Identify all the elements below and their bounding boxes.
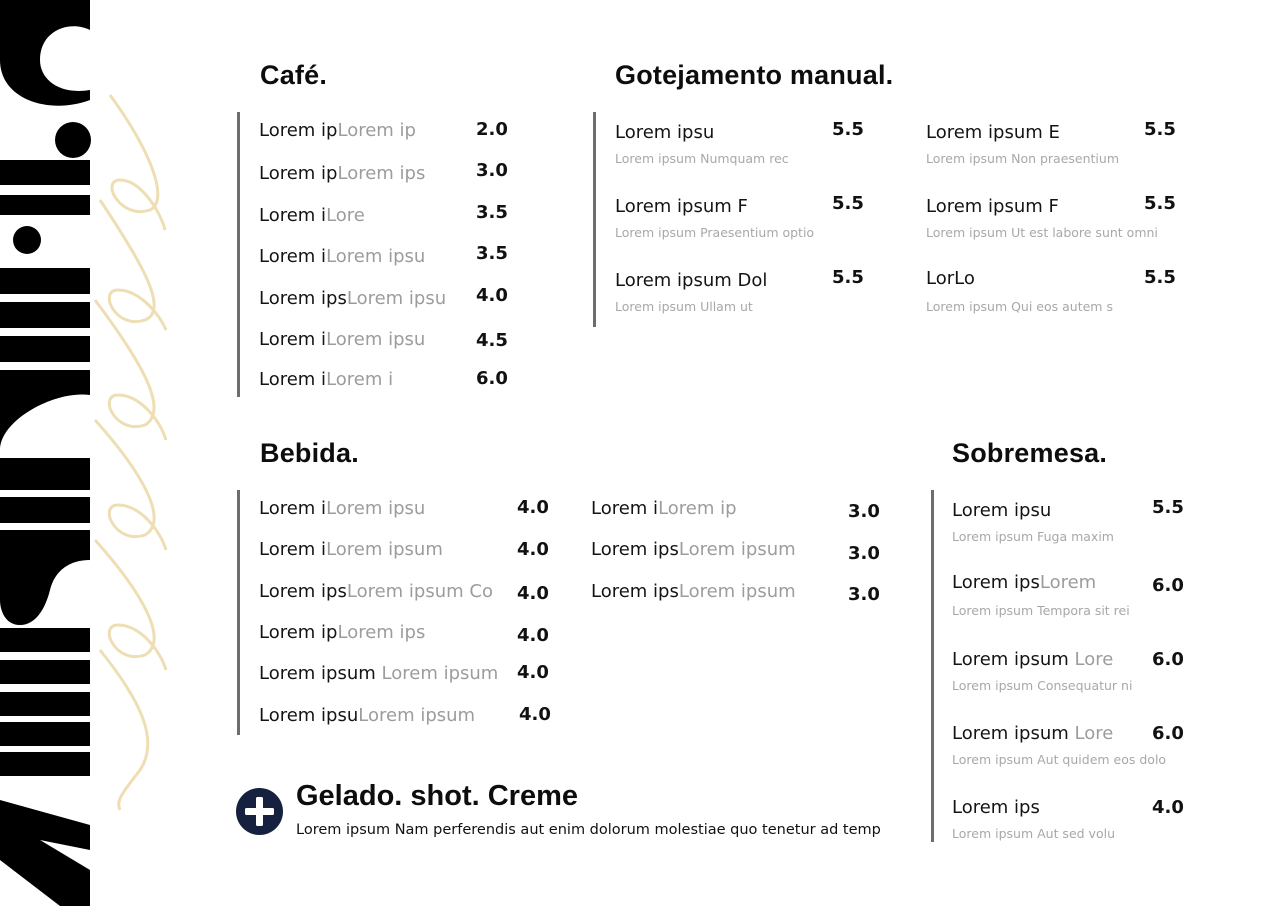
cafe-item: Lorem iLorem ipsu	[259, 246, 426, 267]
section-title-cafe: Café.	[260, 60, 328, 90]
bebida-item-price: 4.0	[517, 583, 549, 604]
bebida-item-price: 3.0	[848, 584, 880, 605]
cafe-item: Lorem ipLorem ip	[259, 120, 416, 141]
gotejamento-item-price: 5.5	[832, 119, 864, 140]
bebida-item-price: 4.0	[517, 539, 549, 560]
bebida-item: Lorem iLorem ipsu	[259, 498, 426, 519]
bebida-item: Lorem ipLorem ips	[259, 622, 426, 643]
section-divider-cafe	[237, 112, 240, 397]
bebida-item-price: 3.0	[848, 501, 880, 522]
gotejamento-item-name: Lorem ipsum F	[615, 196, 748, 217]
gotejamento-item-price: 5.5	[1144, 267, 1176, 288]
gotejamento-item-name: LorLo	[926, 268, 975, 289]
cafe-item-price: 3.5	[476, 202, 508, 223]
gotejamento-item-name: Lorem ipsum E	[926, 122, 1060, 143]
plus-icon	[236, 788, 283, 835]
bebida-item-price: 4.0	[517, 497, 549, 518]
sobremesa-item-name: Lorem ipsLorem	[952, 572, 1097, 593]
section-divider-sobremesa	[931, 490, 934, 842]
cafe-item: Lorem ipsLorem ipsu	[259, 288, 447, 309]
gotejamento-item-price: 5.5	[832, 267, 864, 288]
sobremesa-item-price: 6.0	[1152, 575, 1184, 596]
cafe-item: Lorem iLorem i	[259, 369, 394, 390]
cafe-item-price: 4.5	[476, 330, 508, 351]
cafe-item: Lorem iLorem ipsu	[259, 329, 426, 350]
gotejamento-item-name: Lorem ipsum F	[926, 196, 1059, 217]
sobremesa-item-desc: Lorem ipsum Fuga maxim	[952, 529, 1114, 544]
gotejamento-item-desc: Lorem ipsum Qui eos autem s	[926, 299, 1113, 314]
sobremesa-item-desc: Lorem ipsum Tempora sit rei	[952, 603, 1130, 618]
gotejamento-item-desc: Lorem ipsum Non praesentium	[926, 151, 1120, 166]
cafe-item-price: 2.0	[476, 119, 508, 140]
sobremesa-item-price: 6.0	[1152, 723, 1184, 744]
section-divider-bebida	[237, 490, 240, 735]
section-title-bebida: Bebida.	[260, 438, 359, 468]
gotejamento-item-price: 5.5	[1144, 193, 1176, 214]
bebida-item: Lorem iLorem ipsum	[259, 539, 443, 560]
gold-swirl-decoration	[95, 95, 166, 810]
section-title-gotejamento: Gotejamento manual.	[615, 60, 894, 90]
bebida-item-price: 3.0	[848, 543, 880, 564]
plus-circle-icon	[236, 788, 283, 835]
cafe-item: Lorem ipLorem ips	[259, 163, 426, 184]
sobremesa-item-desc: Lorem ipsum Aut quidem eos dolo	[952, 752, 1167, 767]
gelado-title: Gelado. shot. Creme	[296, 780, 579, 812]
sobremesa-item-price: 4.0	[1152, 797, 1184, 818]
gotejamento-item-price: 5.5	[1144, 119, 1176, 140]
sobremesa-item-name: Lorem ipsum Lore	[952, 649, 1114, 670]
gotejamento-item-desc: Lorem ipsum Ut est labore sunt omni	[926, 225, 1158, 240]
cafe-item-price: 3.0	[476, 160, 508, 181]
sobremesa-item-name: Lorem ipsum Lore	[952, 723, 1114, 744]
bebida-item-price: 4.0	[519, 704, 551, 725]
bebida-item-price: 4.0	[517, 625, 549, 646]
gotejamento-item-name: Lorem ipsum Dol	[615, 270, 768, 291]
bebida-item: Lorem ipsuLorem ipsum	[259, 705, 476, 726]
gotejamento-item-desc: Lorem ipsum Numquam rec	[615, 151, 789, 166]
gotejamento-item-desc: Lorem ipsum Ullam ut	[615, 299, 753, 314]
sobremesa-item-price: 5.5	[1152, 497, 1184, 518]
gotejamento-item-desc: Lorem ipsum Praesentium optio	[615, 225, 815, 240]
cafe-item-price: 4.0	[476, 285, 508, 306]
gelado-description: Lorem ipsum Nam perferendis aut enim dolorum molestiae quo tenetur ad temp	[296, 822, 881, 838]
cafe-item-price: 3.5	[476, 243, 508, 264]
sobremesa-item-desc: Lorem ipsum Aut sed volu	[952, 826, 1115, 841]
cafe-item: Lorem iLore	[259, 205, 365, 226]
bebida-item: Lorem ipsLorem ipsum	[591, 581, 796, 602]
cafe-item-price: 6.0	[476, 368, 508, 389]
sobremesa-item-name: Lorem ipsu	[952, 500, 1052, 521]
sobremesa-item-desc: Lorem ipsum Consequatur ni	[952, 678, 1133, 693]
bebida-item: Lorem ipsLorem ipsum	[591, 539, 796, 560]
sobremesa-item-price: 6.0	[1152, 649, 1184, 670]
section-title-sobremesa: Sobremesa.	[952, 438, 1108, 468]
gotejamento-item-price: 5.5	[832, 193, 864, 214]
sobremesa-item-name: Lorem ips	[952, 797, 1040, 818]
decorative-typography-art	[0, 0, 175, 906]
bebida-item-price: 4.0	[517, 662, 549, 683]
black-letterforms	[0, 0, 91, 906]
gotejamento-item-name: Lorem ipsu	[615, 122, 715, 143]
bebida-item: Lorem ipsum Lorem ipsum	[259, 663, 499, 684]
section-divider-gotejamento	[593, 112, 596, 327]
bebida-item: Lorem iLorem ip	[591, 498, 737, 519]
bebida-item: Lorem ipsLorem ipsum Co	[259, 581, 493, 602]
